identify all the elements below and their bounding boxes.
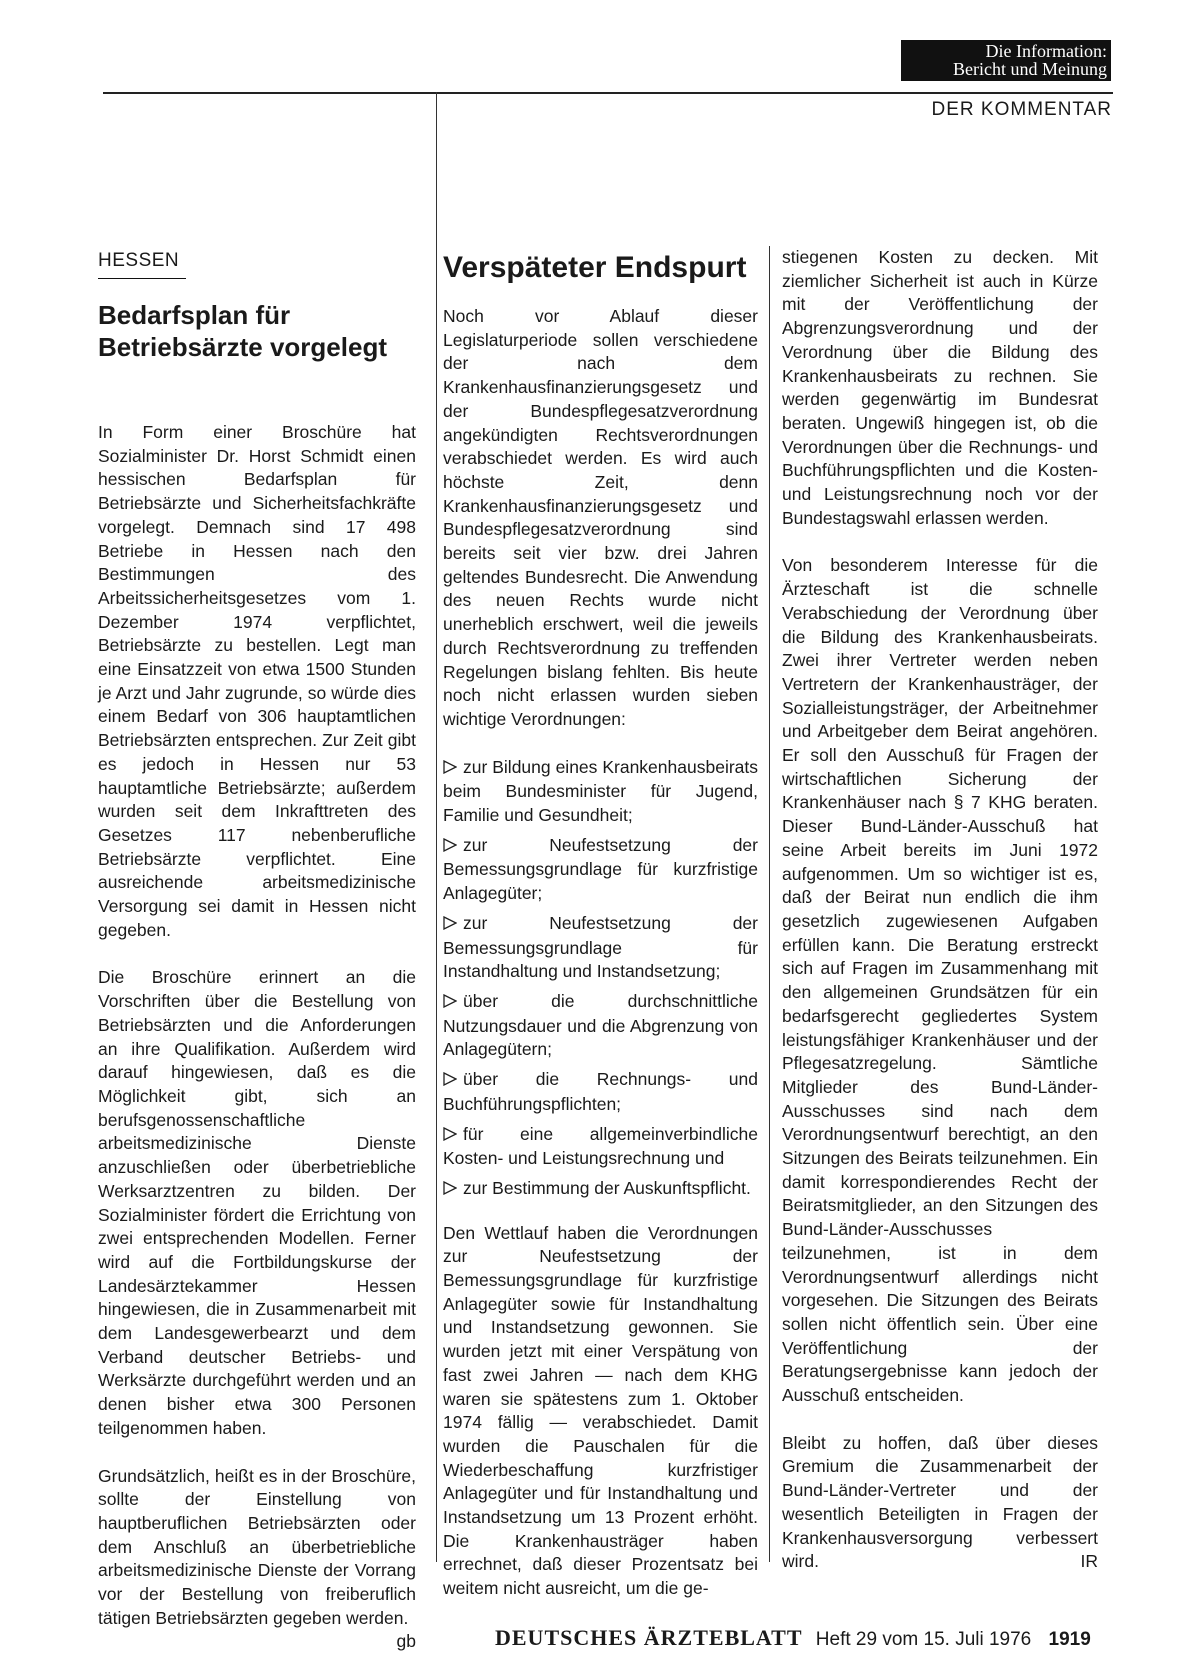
column-divider-right xyxy=(769,246,770,1562)
list-item-text: zur Bildung eines Krankenhausbeirats beim Bundesminister für Jugend, Familie und Gesundheit; xyxy=(443,756,758,826)
list-item xyxy=(443,990,758,1062)
section-badge xyxy=(901,40,1111,81)
page-footer xyxy=(495,1625,1091,1651)
list-item xyxy=(443,912,758,984)
list-item-text: zur Bestimmung der Auskunftspflicht. xyxy=(463,1177,751,1198)
left-paragraph-2: Die Broschüre erinnert an die Vorschriften über die Bestellung von Betriebsärzten und die Anforderungen an ihre Qualifikation. Außerdem wird darauf hingewiesen, daß es die Möglichkeit gibt, sich an berufsgenossenschaftliche arbeitsmedizinische Dienste anzuschließen oder überbetriebliche Werksarztzentren zu bilden. Der Sozialminister fördert die Errichtung von zwei entsprechenden Modellen. Ferner wird auf die Fortbildungskurse der Landesärztekammer Hessen hingewiesen, die in Zusammenarbeit mit dem Landesgewerbearzt und dem Verband deutscher Betriebs- und Werksärzte durchgeführt werden und an denen bisher etwa 300 Personen teilgenommen haben. xyxy=(98,967,416,1438)
column-divider-left xyxy=(436,92,437,1562)
left-signature: gb xyxy=(396,1631,416,1652)
issue-info: Heft 29 vom 15. Juli 1976 xyxy=(815,1629,1032,1650)
right-paragraph-interesse: Von besonderem Interesse für die Ärzteschaft ist die schnelle Verabschiedung der Verordnung über die Bildung des Krankenhausbeirats. Zwei ihrer Vertreter werden neben Vertretern der Krankenhausträger, der Sozialleistungsträger, der Arbeitnehmer und Arbeitgeber dem Beirat angehören. Er soll den Ausschuß für Fragen der wirtschaftlichen Sicherung der Krankenhäuser nach § 7 KHG beraten. Dieser Bund-Länder-Ausschuß hat seine Arbeit bereits im Juni 1972 aufgenommen. Um so wichtiger ist es, daß der Beirat nun endlich die ihm gesetzlich zugewiesenen Aufgaben erfüllen kann. Die Beratung erstreckt sich auf Fragen im Zusammenhang mit den allgemeinen Grundsätzen für ein bedarfsgerecht gegliedertes System leistungsfähiger Krankenhäuser und der Pflegesatzregelung. Sämtliche Mitglieder des Bund-Länder-Ausschusses sind nach dem Verordnungsentwurf berechtigt, an den Sitzungen des Beirats teilzunehmen. Ein damit korrespondierendes Recht der Beiratsmitglieder, an den Sitzungen des Bund-Länder-Ausschusses teilzunehmen, ist in dem Verordnungsentwurf allerdings nicht vorgesehen. Die Sitzungen des Beirats sollen nicht öffentlich sein. Über eine Veröffentlichung der Beratungsergebnisse kann jedoch der Ausschuß entscheiden. xyxy=(782,555,1098,1406)
triangle-bullet-icon xyxy=(443,991,457,1015)
left-headline: Bedarfsplan für Betriebsärzte vorgelegt xyxy=(98,300,387,362)
section-underline xyxy=(98,278,186,279)
right-article-column-2 xyxy=(782,246,1098,1598)
right-intro: Noch vor Ablauf dieser Legislaturperiode sollen verschiedene der nach dem Krankenhausfinanzierungsgesetz und der Bundespflegesatzverordnung angekündigten Rechtsverordnungen verabschiedet werden. Es wird auch höchste Zeit, denn Krankenhausfinanzierungsgesetz und Bundespflegesatzverordnung sind bereits seit vier bzw. drei Jahren geltendes Bundesrecht. Die Anwendung des neuen Rechts wurde nicht unerheblich erschwert, weil die jeweils durch Rechtsverordnung zu treffenden Regelungen bislang fehlten. Bis heute noch nicht erlassen wurden sieben wichtige Verordnungen: xyxy=(443,306,758,729)
left-paragraph-3 xyxy=(98,1465,416,1652)
list-item-text: zur Neufestsetzung der Bemessungsgrundlage für kurzfristige Anlagegüter; xyxy=(443,834,758,904)
section-label: HESSEN xyxy=(98,250,180,271)
badge-line-1: Die Information: xyxy=(985,41,1107,61)
list-item xyxy=(443,834,758,906)
triangle-bullet-icon xyxy=(443,757,457,781)
badge-line-2: Bericht und Meinung xyxy=(953,59,1107,79)
triangle-bullet-icon xyxy=(443,913,457,937)
list-item xyxy=(443,756,758,828)
list-item xyxy=(443,1177,758,1202)
left-article-body xyxy=(98,421,416,1654)
left-paragraph-1: In Form einer Broschüre hat Sozialminister Dr. Horst Schmidt einen hessischen Bedarfsplan für Betriebsärzte und Sicherheitsfachkräfte vorgelegt. Demnach sind 17 498 Betriebe in Hessen nach den Bestimmungen des Arbeitssicherheitsgesetzes vom 1. Dezember 1974 verpflichtet, Betriebsärzte zu bestellen. Legt man eine Einsatzzeit von etwa 1500 Stunden je Arzt und Jahr zugrunde, so würde dies einem Bedarf von 306 hauptamtlichen Betriebsärzten entsprechen. Zur Zeit gibt es jedoch in Hessen nur 53 hauptamtliche Betriebsärzte; außerdem wurden seit dem Inkrafttreten des Gesetzes 117 nebenberufliche Betriebsärzte verpflichtet. Eine ausreichende arbeitsmedizinische Versorgung sei damit in Hessen nicht gegeben. xyxy=(98,422,416,940)
right-closing-text: Bleibt zu hoffen, daß über dieses Gremium die Zusammenarbeit der Bund-Länder-Vertreter und der wesentlich Beteiligten in Fragen der Krankenhausversorgung verbessert wird. xyxy=(782,1432,1098,1572)
list-item-text: zur Neufestsetzung der Bemessungsgrundlage für Instandhaltung und Instandsetzung; xyxy=(443,912,758,982)
right-signature: IR xyxy=(1080,1551,1098,1572)
regulations-list xyxy=(443,756,758,1202)
header-rule xyxy=(103,92,1113,94)
right-paragraph-closing xyxy=(782,1432,1098,1574)
triangle-bullet-icon xyxy=(443,1178,457,1202)
page-number: 1919 xyxy=(1048,1629,1091,1650)
list-item-text: für eine allgemeinverbindliche Kosten- und Leistungsrechnung und xyxy=(443,1123,758,1169)
list-item-text: über die durchschnittliche Nutzungsdauer und die Abgrenzung von Anlagegütern; xyxy=(443,990,758,1060)
list-item-text: über die Rechnungs- und Buchführungspflichten; xyxy=(443,1069,758,1114)
left-paragraph-3-text: Grundsätzlich, heißt es in der Broschüre, sollte der Einstellung von hauptberuflichen Betriebsärzten oder dem Anschluß an überbetriebliche arbeitsmedizinische Dienste der Vorrang vor der Bestellung von freiberuflich tätigen Betriebsärzten gegeben werden. xyxy=(98,1465,416,1628)
list-item xyxy=(443,1068,758,1116)
magazine-name: DEUTSCHES ÄRZTEBLATT xyxy=(495,1625,803,1650)
right-paragraph-wettlauf-continued: stiegenen Kosten zu decken. Mit ziemlicher Sicherheit ist auch in Kürze mit der Veröffentlichung der Abgrenzungsverordnung und der Verordnung über die Bildung des Krankenhausbeirats zu rechnen. Sie werden gegenwärtig im Bundesrat beraten. Ungewiß hingegen ist, ob die Verordnungen über die Rechnungs- und Buchführungspflichten und die Kosten- und Leistungsrechnung noch vor der Bundestagswahl erlassen werden. xyxy=(782,247,1098,528)
triangle-bullet-icon xyxy=(443,1124,457,1148)
right-article-column-1 xyxy=(443,305,758,1601)
triangle-bullet-icon xyxy=(443,1069,457,1093)
triangle-bullet-icon xyxy=(443,835,457,859)
rubric-label: DER KOMMENTAR xyxy=(931,99,1112,120)
right-headline: Verspäteter Endspurt xyxy=(443,251,747,284)
right-paragraph-wettlauf: Den Wettlauf haben die Verordnungen zur Neufestsetzung der Bemessungsgrundlage für kurzfristige Anlagegüter sowie für Instandhaltung und Instandsetzung gewonnen. Sie wurden jetzt mit einer Verspätung von fast zwei Jahren — nach dem KHG waren sie spätestens zum 1. Oktober 1974 fällig — verabschiedet. Damit wurden die Pauschalen für die Wiederbeschaffung kurzfristiger Anlagegüter und für Instandhaltung und Instandsetzung um 13 Prozent erhöht. Die Krankenhausträger haben errechnet, daß dieser Prozentsatz bei weitem nicht ausreicht, um die ge- xyxy=(443,1222,758,1599)
list-item xyxy=(443,1123,758,1171)
